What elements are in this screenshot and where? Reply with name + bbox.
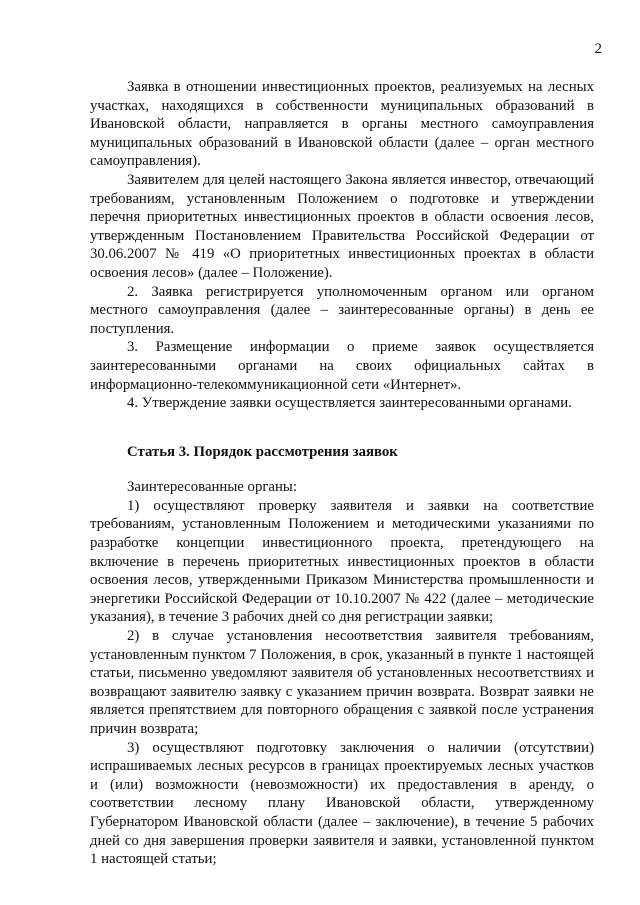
paragraph: 1) осуществляют проверку заявителя и заявки на соответствие требованиям, установленным Положением и методическими указаниями по разработке концепции инвестиционного проекта, претендующего на включение в перечень приоритетных инвестиционных проектов в области освоения лесов, утвержденными Приказом Министерства промышленности и энергетики Российской Федерации от 10.10.2007 № 422 (далее – методические указания), в течение 3 рабочих дней со дня регистрации заявки; <box>90 497 594 626</box>
article-heading: Статья 3. Порядок рассмотрения заявок <box>127 443 398 460</box>
paragraph: Заявка в отношении инвестиционных проектов, реализуемых на лесных участках, находящихся в собственности муниципальных образований в Ивановской области, направляется в органы местного самоуправления муниципальных образований в Ивановской области (далее – орган местного самоуправления). <box>90 79 594 170</box>
page-number: 2 <box>594 41 602 57</box>
paragraph: 2. Заявка регистрируется уполномоченным органом или органом местного самоуправления (далее – заинтересованные органы) в день ее поступления. <box>90 283 594 337</box>
paragraph: 3) осуществляют подготовку заключения о наличии (отсутствии) испрашиваемых лесных ресурсов в границах проектируемых лесных участков и (или) возможности (невозможности) их предоставления в аренду, о соответствии лесному плану Ивановской области, утвержденному Губернатором Ивановской области (далее – заключение), в течение 5 рабочих дней со дня завершения проверки заявителя и заявки, установленной пунктом 1 настоящей статьи; <box>90 739 594 868</box>
paragraph: 2) в случае установления несоответствия заявителя требованиям, установленным пунктом 7 Положения, в срок, указанный в пункте 1 настоящей статьи, письменно уведомляют заявителя об установленных несоответствиях и возвращают заявителю заявку с указанием причин возврата. Возврат заявки не является препятствием для повторного обращения с заявкой после устранения причин возврата; <box>90 628 594 737</box>
paragraph: 3. Размещение информации о приеме заявок осуществляется заинтересованными органами на своих официальных сайтах в информационно-телекоммуникационной сети «Интернет». <box>90 339 594 393</box>
paragraph: 4. Утверждение заявки осуществляется заинтересованными органами. <box>127 395 572 412</box>
paragraph: Заявителем для целей настоящего Закона является инвестор, отвечающий требованиям, установленным Положением о подготовке и утверждении перечня приоритетных инвестиционных проектов в области освоения лесов, утвержденным Постановлением Правительства Российской Федерации от 30.06.2007 № 419 «О приоритетных инвестиционных проектах в области освоения лесов» (далее – Положение). <box>90 171 594 281</box>
paragraph: Заинтересованные органы: <box>127 479 297 496</box>
document-body <box>90 78 594 869</box>
